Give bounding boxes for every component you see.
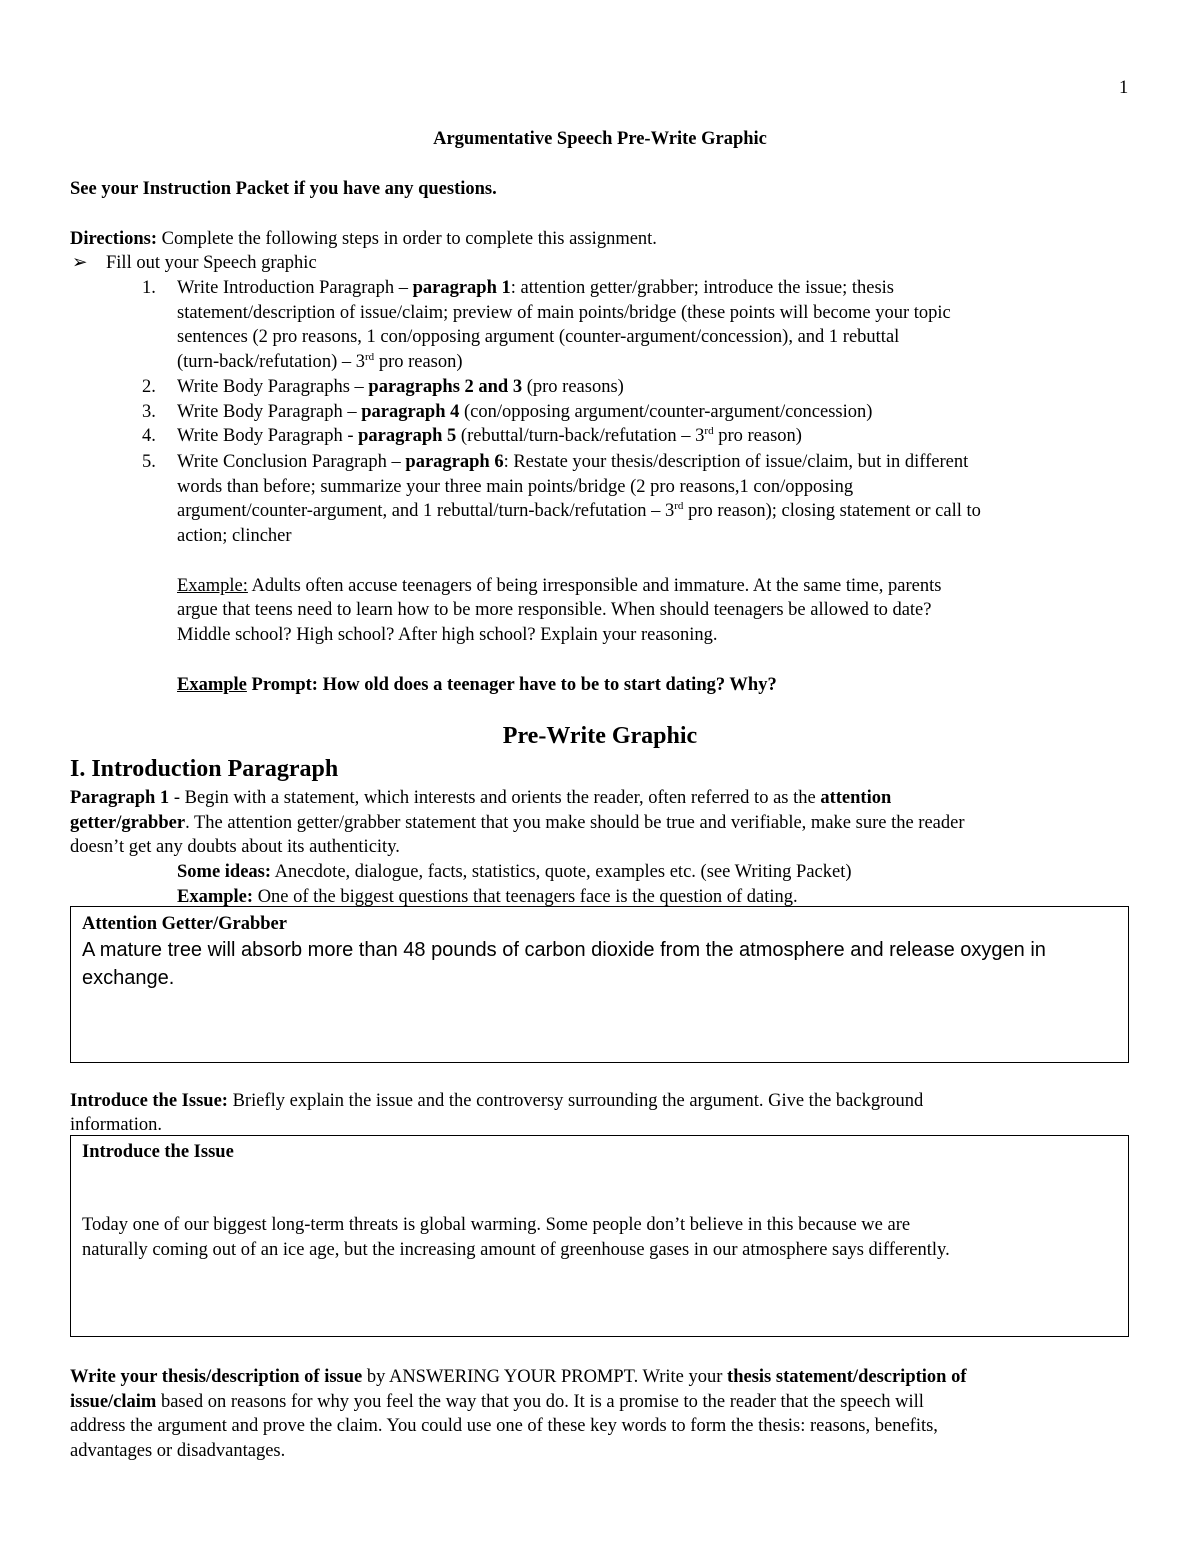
introduce-issue-line-2: information.: [70, 1115, 162, 1135]
step-1-line-1: Write Introduction Paragraph – paragraph 1: attention getter/grabber; introduce the issue; thesis: [177, 278, 895, 298]
thesis-line-2: issue/claim based on reasons for why you feel the way that you do. It is a promise to the reader that the speech will: [70, 1392, 924, 1412]
example-label: Example:: [177, 576, 248, 596]
step-number: 3.: [142, 402, 156, 422]
instruction-packet-note: See your Instruction Packet if you have any questions.: [70, 179, 497, 199]
attention-box-title: Attention Getter/Grabber: [82, 914, 287, 934]
issue-box-line-1: Today one of our biggest long-term threats is global warming. Some people don’t believe in this because we are: [82, 1215, 911, 1235]
paragraph1-example-line: Example: One of the biggest questions that teenagers face is the question of dating.: [177, 887, 798, 907]
attention-box-line-2: exchange.: [82, 967, 175, 989]
step-number: 5.: [142, 452, 156, 472]
example-line-2: argue that teens need to learn how to be more responsible. When should teenagers be allowed to date?: [177, 600, 932, 620]
document-title: Argumentative Speech Pre-Write Graphic: [433, 129, 767, 149]
bullet-arrow-icon: ➢: [72, 253, 88, 273]
intro-heading: I. Introduction Paragraph: [70, 756, 339, 782]
paragraph1-line-3: doesn’t get any doubts about its authenticity.: [70, 837, 400, 857]
example-line-3: Middle school? High school? After high school? Explain your reasoning.: [177, 625, 718, 645]
example-line-1: Example: Adults often accuse teenagers of being irresponsible and immature. At the same time, parents: [177, 576, 942, 596]
directions-line: [70, 227, 657, 252]
paragraph1-line-1: Paragraph 1 - Begin with a statement, which interests and orients the reader, often referred to as the attention: [70, 788, 892, 808]
step-5-line-2: words than before; summarize your three main points/bridge (2 pro reasons,1 con/opposing: [177, 477, 854, 497]
introduce-issue-box[interactable]: [70, 1135, 1129, 1337]
step-1-line-3: sentences (2 pro reasons, 1 con/opposing argument (counter-argument/concession), and 1 rebuttal: [177, 327, 900, 347]
step-number: 1.: [142, 278, 156, 298]
directions-label: Directions:: [70, 229, 157, 249]
issue-box-line-2: naturally coming out of an ice age, but the increasing amount of greenhouse gases in our atmosphere says differently.: [82, 1240, 950, 1260]
introduce-issue-line-1: Introduce the Issue: Briefly explain the issue and the controversy surrounding the argument. Give the background: [70, 1091, 924, 1111]
step-5-line-1: Write Conclusion Paragraph – paragraph 6: Restate your thesis/description of issue/claim, but in different: [177, 452, 969, 472]
step-5-line-4: action; clincher: [177, 526, 292, 546]
thesis-line-4: advantages or disadvantages.: [70, 1441, 286, 1461]
bullet-text: Fill out your Speech graphic: [106, 253, 317, 273]
attention-getter-box[interactable]: [70, 906, 1129, 1063]
step-1-line-2: statement/description of issue/claim; preview of main points/bridge (these points will become your topic: [177, 303, 951, 323]
directions-text: Complete the following steps in order to complete this assignment.: [161, 229, 657, 249]
page-number: 1: [1119, 78, 1129, 98]
step-3-line: Write Body Paragraph – paragraph 4 (con/opposing argument/counter-argument/concession): [177, 402, 873, 422]
step-4-line: Write Body Paragraph - paragraph 5 (rebuttal/turn-back/refutation – 3rd pro reason): [177, 425, 802, 446]
example-prompt: Example Prompt: How old does a teenager have to be to start dating? Why?: [177, 675, 777, 695]
thesis-line-3: address the argument and prove the claim. You could use one of these key words to form the thesis: reasons, benefits,: [70, 1416, 938, 1436]
step-2-line: Write Body Paragraphs – paragraphs 2 and 3 (pro reasons): [177, 377, 624, 397]
issue-box-title: Introduce the Issue: [82, 1142, 234, 1162]
attention-box-line-1: A mature tree will absorb more than 48 pounds of carbon dioxide from the atmosphere and release oxygen in: [82, 939, 1046, 961]
some-ideas-line: Some ideas: Anecdote, dialogue, facts, statistics, quote, examples etc. (see Writing Packet): [177, 862, 852, 882]
step-number: 2.: [142, 377, 156, 397]
prewrite-heading: Pre-Write Graphic: [502, 723, 698, 749]
step-5-line-3: argument/counter-argument, and 1 rebuttal/turn-back/refutation – 3rd pro reason); closing statement or call to: [177, 500, 981, 521]
thesis-line-1: Write your thesis/description of issue by ANSWERING YOUR PROMPT. Write your thesis statement/description of: [70, 1367, 967, 1387]
paragraph1-line-2: getter/grabber. The attention getter/grabber statement that you make should be true and verifiable, make sure the reader: [70, 813, 965, 833]
step-1-line-4: (turn-back/refutation) – 3rd pro reason): [177, 351, 463, 372]
step-number: 4.: [142, 426, 156, 446]
